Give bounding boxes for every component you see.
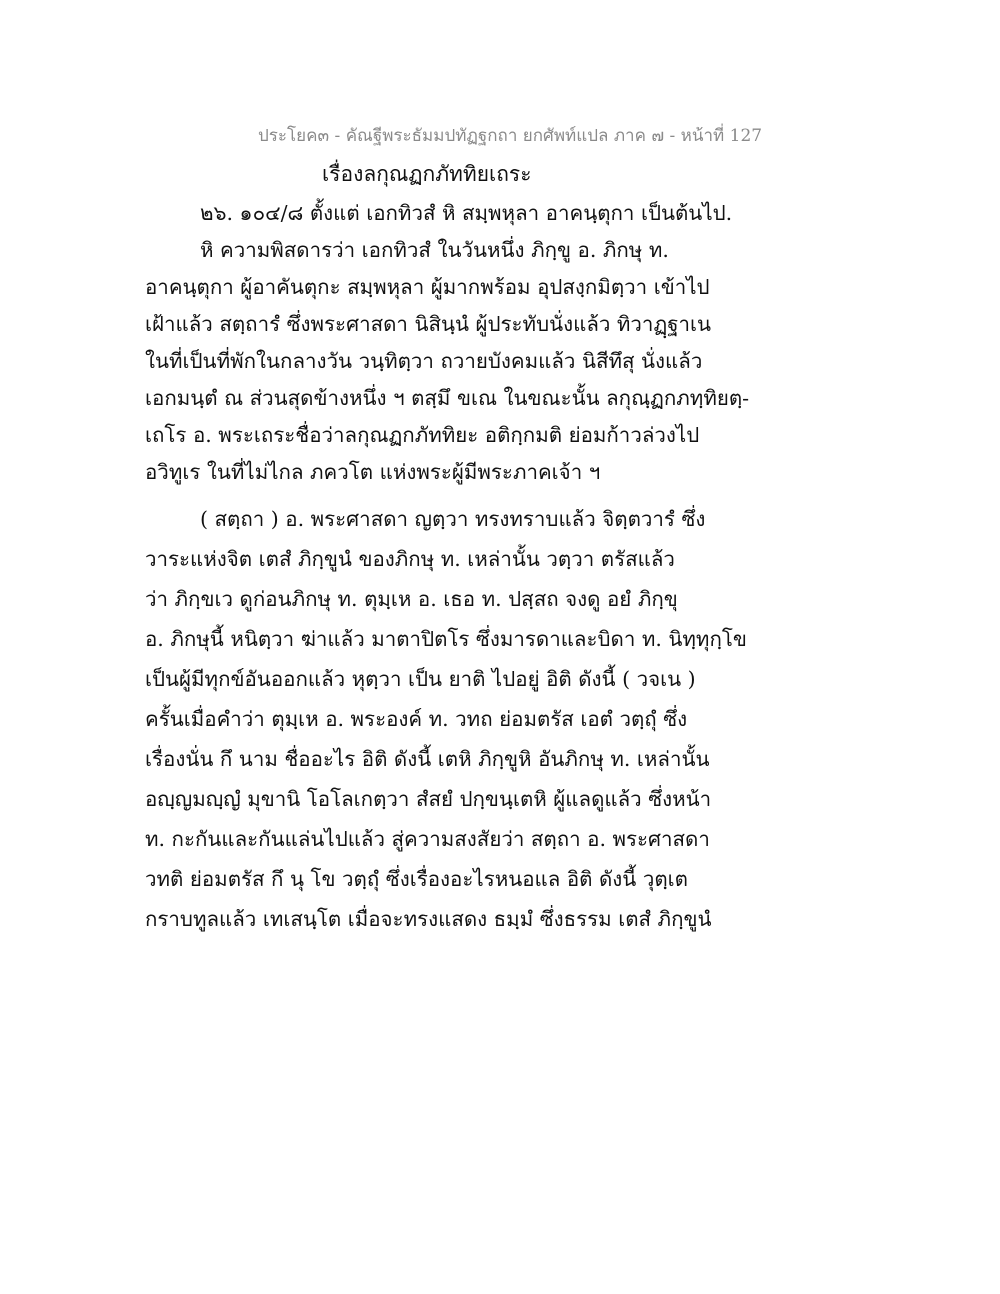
story-title: เรื่องลกุณฏกภัททิยเถระ [322,162,532,186]
text-line: หิ ความพิสดารว่า เอกทิวสํ ในวันหนึ่ง ภิกฺขู อ. ภิกษุ ท. [200,238,669,262]
text-line: เป็นผู้มีทุกข์อันออกแล้ว หุตฺวา เป็น ยาติ ไปอยู่ อิติ ดังนี้ ( วจเน ) [145,667,696,691]
text-line: ท. กะกันและกันแล่นไปแล้ว สู่ความสงสัยว่า สตฺถา อ. พระศาสดา [145,827,710,851]
text-line: เรื่องนั่น กึ นาม ชื่ออะไร อิติ ดังนี้ เตหิ ภิกฺขูหิ อันภิกษุ ท. เหล่านั้น [145,747,710,771]
text-line: วทติ ย่อมตรัส กึ นุ โข วตฺถุํ ซึ่งเรื่องอะไรหนอแล อิติ ดังนี้ วุตฺเต [145,867,688,891]
text-line: อญฺญมญฺญํ มุขานิ โอโลเกตฺวา สํสยํ ปกฺขนฺเตหิ ผู้แลดูแล้ว ซึ่งหน้า [145,787,712,811]
text-line: ครั้นเมื่อคำว่า ตุมฺเห อ. พระองค์ ท. วทถ ย่อมตรัส เอตํ วตฺถุํ ซึ่ง [145,707,688,731]
text-line: กราบทูลแล้ว เทเสนฺโต เมื่อจะทรงแสดง ธมฺมํ ซึ่งธรรม เตสํ ภิกฺขูนํ [145,907,712,931]
text-line: ๒๖. ๑๐๔/๘ ตั้งแต่ เอกทิวสํ หิ สมฺพหุลา อาคนฺตุกา เป็นต้นไป. [200,201,733,225]
text-line: อาคนฺตุกา ผู้อาคันตุกะ สมฺพหุลา ผู้มากพร้อม อุปสงฺกมิตฺวา เข้าไป [145,275,710,299]
text-line: เอกมนฺตํ ณ ส่วนสุดข้างหนึ่ง ฯ ตสฺมึ ขเณ ในขณะนั้น ลกุณฺฏกภทฺทิยตฺ- [145,386,750,410]
text-line: อวิทูเร ในที่ไม่ไกล ภควโต แห่งพระผู้มีพระภาคเจ้า ฯ [145,460,601,484]
text-line: ว่า ภิกฺขเว ดูก่อนภิกษุ ท. ตุมฺเห อ. เธอ ท. ปสฺสถ จงดู อยํ ภิกฺขุ [145,587,678,611]
text-line: วาระแห่งจิต เตสํ ภิกฺขูนํ ของภิกษุ ท. เหล่านั้น วตฺวา ตรัสแล้ว [145,547,675,571]
text-line: เถโร อ. พระเถระชื่อว่าลกุณฏกภัททิยะ อติกฺกมติ ย่อมก้าวล่วงไป [145,423,700,447]
text-line: อ. ภิกษุนี้ หนิตฺวา ฆ่าแล้ว มาตาปิตโร ซึ่งมารดาและบิดา ท. นิทฺทุกฺโข [145,627,747,651]
page-header: ประโยค๓ - คัณฐีพระธัมมปทัฏฐกถา ยกศัพท์แปล ภาค ๗ - หน้าที่ 127 [258,126,763,146]
text-line: เฝ้าแล้ว สตฺถารํ ซึ่งพระศาสดา นิสินฺนํ ผู้ประทับนั่งแล้ว ทิวาฏฺฐาเน [145,312,712,336]
text-line: ในที่เป็นที่พักในกลางวัน วนฺทิตฺวา ถวายบังคมแล้ว นิสีทึสุ นั่งแล้ว [145,349,703,373]
text-line: ( สตฺถา ) อ. พระศาสดา ญตฺวา ทรงทราบแล้ว จิตฺตวารํ ซึ่ง [200,507,706,531]
